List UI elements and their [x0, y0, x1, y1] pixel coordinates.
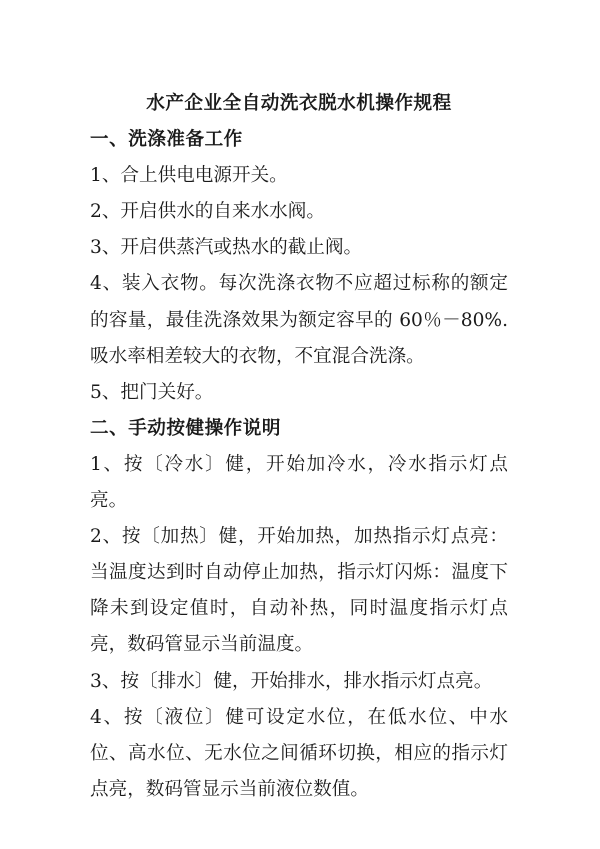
list-item: 5、把门关好。: [90, 381, 214, 403]
section-heading-1: 一、洗涤准备工作: [90, 129, 243, 151]
list-item: 3、开启供蒸汽或热水的截止阀。: [90, 237, 363, 259]
list-item: 4、装入衣物。每次洗涤衣物不应超过标称的额定的容量，最佳洗涤效果为额定容早的 60％－80%.吸水率相差较大的衣物，不宜混合洗涤。: [90, 273, 508, 367]
page-title: 水产企业全自动洗衣脱水机操作规程: [146, 93, 452, 114]
list-item: 1、按〔冷水〕健，开始加冷水，冷水指示灯点亮。: [90, 453, 508, 512]
list-item: 2、开启供水的自来水水阀。: [90, 201, 325, 223]
list-item: 1、合上供电电源开关。: [90, 165, 288, 187]
list-item: 4、按〔液位〕健可设定水位，在低水位、中水位、高水位、无水位之间循环切换，相应的指示灯点亮，数码管显示当前液位数值。: [90, 706, 508, 800]
list-item: 2、按〔加热〕健，开始加热，加热指示灯点亮：当温度达到时自动停止加热，指示灯闪烁：温度下降未到设定值时，自动补热，同时温度指示灯点亮，数码管显示当前温度。: [90, 526, 508, 656]
list-item: 3、按〔排水〕健，开始排水，排水指示灯点亮。: [90, 670, 493, 692]
document-content: [90, 86, 508, 808]
section-heading-2: 二、手动按健操作说明: [90, 417, 281, 439]
